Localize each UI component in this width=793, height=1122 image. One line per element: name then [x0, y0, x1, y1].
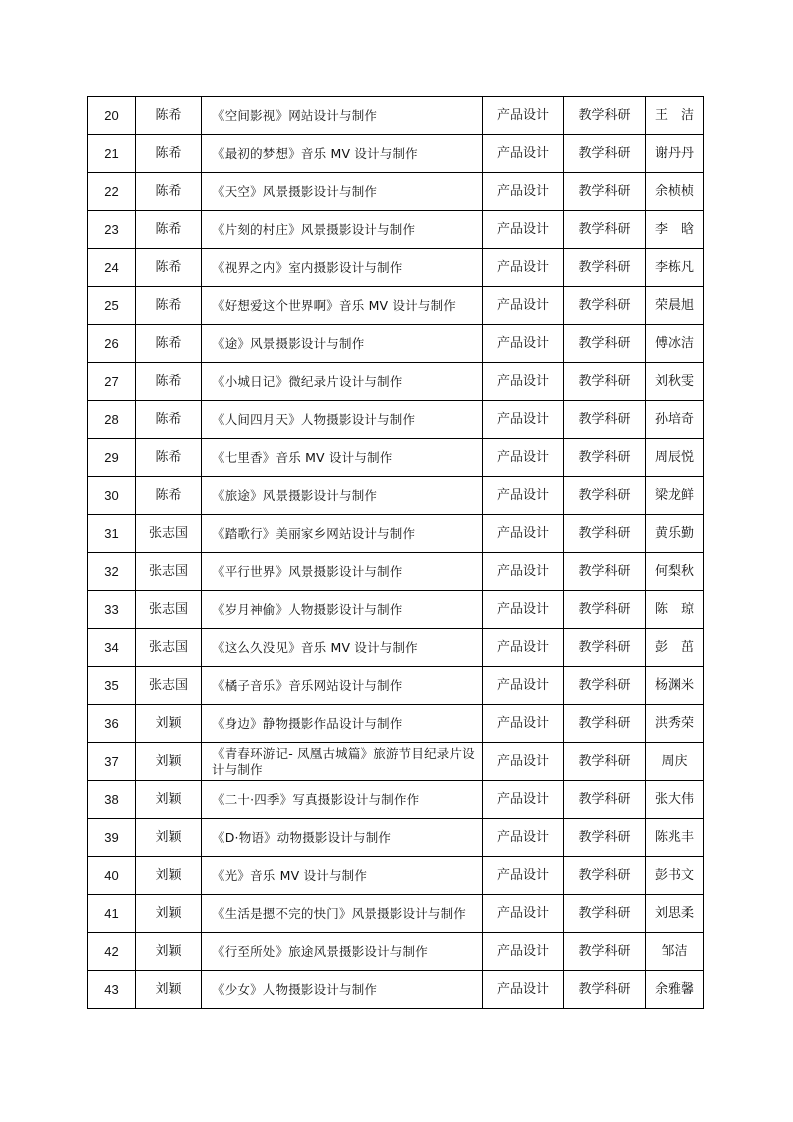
cell-teacher: 陈希 — [136, 97, 202, 135]
cell-student: 傅冰洁 — [646, 325, 704, 363]
cell-teacher: 张志国 — [136, 553, 202, 591]
cell-type: 教学科研 — [564, 439, 646, 477]
cell-category: 产品设计 — [483, 173, 564, 211]
cell-category: 产品设计 — [483, 249, 564, 287]
cell-student: 李 晗 — [646, 211, 704, 249]
cell-number: 26 — [88, 325, 136, 363]
cell-type: 教学科研 — [564, 515, 646, 553]
cell-title: 《视界之内》室内摄影设计与制作 — [202, 249, 483, 287]
cell-category: 产品设计 — [483, 933, 564, 971]
cell-title: 《好想爱这个世界啊》音乐 MV 设计与制作 — [202, 287, 483, 325]
cell-category: 产品设计 — [483, 857, 564, 895]
cell-number: 30 — [88, 477, 136, 515]
cell-type: 教学科研 — [564, 97, 646, 135]
cell-number: 25 — [88, 287, 136, 325]
cell-category: 产品设计 — [483, 705, 564, 743]
cell-category: 产品设计 — [483, 553, 564, 591]
cell-student: 洪秀荣 — [646, 705, 704, 743]
cell-student: 谢丹丹 — [646, 135, 704, 173]
cell-title: 《D·物语》动物摄影设计与制作 — [202, 819, 483, 857]
cell-number: 39 — [88, 819, 136, 857]
cell-category: 产品设计 — [483, 439, 564, 477]
cell-student: 彭书文 — [646, 857, 704, 895]
cell-category: 产品设计 — [483, 743, 564, 781]
cell-teacher: 张志国 — [136, 667, 202, 705]
cell-category: 产品设计 — [483, 667, 564, 705]
cell-title: 《岁月神偷》人物摄影设计与制作 — [202, 591, 483, 629]
cell-type: 教学科研 — [564, 477, 646, 515]
cell-number: 35 — [88, 667, 136, 705]
cell-number: 21 — [88, 135, 136, 173]
cell-title: 《少女》人物摄影设计与制作 — [202, 971, 483, 1009]
cell-type: 教学科研 — [564, 363, 646, 401]
cell-title: 《片刻的村庄》风景摄影设计与制作 — [202, 211, 483, 249]
cell-teacher: 刘颖 — [136, 743, 202, 781]
cell-teacher: 陈希 — [136, 249, 202, 287]
cell-title: 《青春环游记- 凤凰古城篇》旅游节目纪录片设计与制作 — [202, 743, 483, 781]
cell-student: 余桢桢 — [646, 173, 704, 211]
cell-category: 产品设计 — [483, 287, 564, 325]
cell-number: 20 — [88, 97, 136, 135]
cell-teacher: 张志国 — [136, 515, 202, 553]
cell-teacher: 陈希 — [136, 439, 202, 477]
cell-title: 《这么久没见》音乐 MV 设计与制作 — [202, 629, 483, 667]
cell-category: 产品设计 — [483, 477, 564, 515]
cell-type: 教学科研 — [564, 933, 646, 971]
table-row — [88, 363, 704, 401]
cell-category: 产品设计 — [483, 325, 564, 363]
cell-category: 产品设计 — [483, 819, 564, 857]
table-row — [88, 781, 704, 819]
cell-title: 《空间影视》网站设计与制作 — [202, 97, 483, 135]
cell-student: 余雅馨 — [646, 971, 704, 1009]
cell-number: 42 — [88, 933, 136, 971]
table-row — [88, 705, 704, 743]
cell-title: 《天空》风景摄影设计与制作 — [202, 173, 483, 211]
table-row — [88, 439, 704, 477]
cell-category: 产品设计 — [483, 781, 564, 819]
cell-category: 产品设计 — [483, 135, 564, 173]
cell-type: 教学科研 — [564, 211, 646, 249]
cell-title: 《途》风景摄影设计与制作 — [202, 325, 483, 363]
cell-number: 36 — [88, 705, 136, 743]
cell-category: 产品设计 — [483, 97, 564, 135]
cell-number: 41 — [88, 895, 136, 933]
table-row — [88, 135, 704, 173]
cell-category: 产品设计 — [483, 401, 564, 439]
cell-type: 教学科研 — [564, 743, 646, 781]
cell-type: 教学科研 — [564, 781, 646, 819]
cell-student: 杨渊米 — [646, 667, 704, 705]
cell-student: 李栋凡 — [646, 249, 704, 287]
cell-teacher: 刘颖 — [136, 857, 202, 895]
table-row — [88, 325, 704, 363]
cell-title: 《行至所处》旅途风景摄影设计与制作 — [202, 933, 483, 971]
cell-teacher: 陈希 — [136, 135, 202, 173]
cell-type: 教学科研 — [564, 249, 646, 287]
table-row — [88, 401, 704, 439]
cell-category: 产品设计 — [483, 895, 564, 933]
cell-teacher: 陈希 — [136, 477, 202, 515]
cell-number: 40 — [88, 857, 136, 895]
cell-teacher: 刘颖 — [136, 819, 202, 857]
cell-teacher: 刘颖 — [136, 933, 202, 971]
cell-number: 27 — [88, 363, 136, 401]
cell-title: 《光》音乐 MV 设计与制作 — [202, 857, 483, 895]
table-row — [88, 667, 704, 705]
table-row — [88, 857, 704, 895]
cell-type: 教学科研 — [564, 173, 646, 211]
cell-type: 教学科研 — [564, 591, 646, 629]
cell-number: 31 — [88, 515, 136, 553]
table-row — [88, 933, 704, 971]
cell-student: 孙培奇 — [646, 401, 704, 439]
table-body — [88, 97, 704, 1009]
cell-type: 教学科研 — [564, 135, 646, 173]
table-row — [88, 477, 704, 515]
table-row — [88, 97, 704, 135]
table-row — [88, 971, 704, 1009]
cell-student: 刘秋雯 — [646, 363, 704, 401]
cell-title: 《橘子音乐》音乐网站设计与制作 — [202, 667, 483, 705]
table-row — [88, 515, 704, 553]
cell-student: 荣晨旭 — [646, 287, 704, 325]
table-row — [88, 249, 704, 287]
cell-student: 何梨秋 — [646, 553, 704, 591]
cell-number: 37 — [88, 743, 136, 781]
cell-teacher: 刘颖 — [136, 781, 202, 819]
cell-teacher: 陈希 — [136, 325, 202, 363]
cell-number: 33 — [88, 591, 136, 629]
cell-type: 教学科研 — [564, 401, 646, 439]
cell-student: 王 洁 — [646, 97, 704, 135]
cell-title: 《小城日记》微纪录片设计与制作 — [202, 363, 483, 401]
cell-category: 产品设计 — [483, 515, 564, 553]
cell-number: 43 — [88, 971, 136, 1009]
cell-type: 教学科研 — [564, 667, 646, 705]
cell-number: 38 — [88, 781, 136, 819]
cell-student: 梁龙鲜 — [646, 477, 704, 515]
cell-student: 陈 琼 — [646, 591, 704, 629]
cell-type: 教学科研 — [564, 553, 646, 591]
cell-title: 《七里香》音乐 MV 设计与制作 — [202, 439, 483, 477]
cell-type: 教学科研 — [564, 971, 646, 1009]
table-row — [88, 629, 704, 667]
cell-number: 23 — [88, 211, 136, 249]
cell-title: 《平行世界》风景摄影设计与制作 — [202, 553, 483, 591]
cell-title: 《最初的梦想》音乐 MV 设计与制作 — [202, 135, 483, 173]
cell-title: 《人间四月天》人物摄影设计与制作 — [202, 401, 483, 439]
cell-student: 黄乐勤 — [646, 515, 704, 553]
table-row — [88, 287, 704, 325]
cell-title: 《二十·四季》写真摄影设计与制作作 — [202, 781, 483, 819]
table-row — [88, 743, 704, 781]
cell-type: 教学科研 — [564, 287, 646, 325]
cell-type: 教学科研 — [564, 629, 646, 667]
cell-title: 《旅途》风景摄影设计与制作 — [202, 477, 483, 515]
cell-student: 周辰悦 — [646, 439, 704, 477]
cell-teacher: 刘颖 — [136, 971, 202, 1009]
cell-teacher: 陈希 — [136, 211, 202, 249]
cell-teacher: 刘颖 — [136, 895, 202, 933]
cell-number: 28 — [88, 401, 136, 439]
cell-type: 教学科研 — [564, 819, 646, 857]
cell-teacher: 陈希 — [136, 287, 202, 325]
cell-teacher: 陈希 — [136, 173, 202, 211]
table-row — [88, 211, 704, 249]
cell-type: 教学科研 — [564, 705, 646, 743]
cell-category: 产品设计 — [483, 591, 564, 629]
cell-category: 产品设计 — [483, 211, 564, 249]
cell-category: 产品设计 — [483, 971, 564, 1009]
cell-category: 产品设计 — [483, 629, 564, 667]
cell-number: 29 — [88, 439, 136, 477]
cell-type: 教学科研 — [564, 895, 646, 933]
cell-title: 《生活是摁不完的快门》风景摄影设计与制作 — [202, 895, 483, 933]
table-row — [88, 895, 704, 933]
cell-number: 34 — [88, 629, 136, 667]
cell-title: 《身边》静物摄影作品设计与制作 — [202, 705, 483, 743]
cell-student: 陈兆丰 — [646, 819, 704, 857]
cell-student: 刘思柔 — [646, 895, 704, 933]
cell-teacher: 陈希 — [136, 363, 202, 401]
cell-number: 22 — [88, 173, 136, 211]
cell-teacher: 张志国 — [136, 629, 202, 667]
cell-student: 周庆 — [646, 743, 704, 781]
table-row — [88, 553, 704, 591]
cell-type: 教学科研 — [564, 325, 646, 363]
cell-teacher: 陈希 — [136, 401, 202, 439]
table-row — [88, 819, 704, 857]
cell-number: 32 — [88, 553, 136, 591]
project-table — [87, 96, 704, 1009]
cell-number: 24 — [88, 249, 136, 287]
cell-category: 产品设计 — [483, 363, 564, 401]
cell-type: 教学科研 — [564, 857, 646, 895]
table-row — [88, 173, 704, 211]
cell-student: 彭 茁 — [646, 629, 704, 667]
cell-student: 张大伟 — [646, 781, 704, 819]
cell-teacher: 张志国 — [136, 591, 202, 629]
table-row — [88, 591, 704, 629]
cell-student: 邹洁 — [646, 933, 704, 971]
cell-title: 《踏歌行》美丽家乡网站设计与制作 — [202, 515, 483, 553]
cell-teacher: 刘颖 — [136, 705, 202, 743]
